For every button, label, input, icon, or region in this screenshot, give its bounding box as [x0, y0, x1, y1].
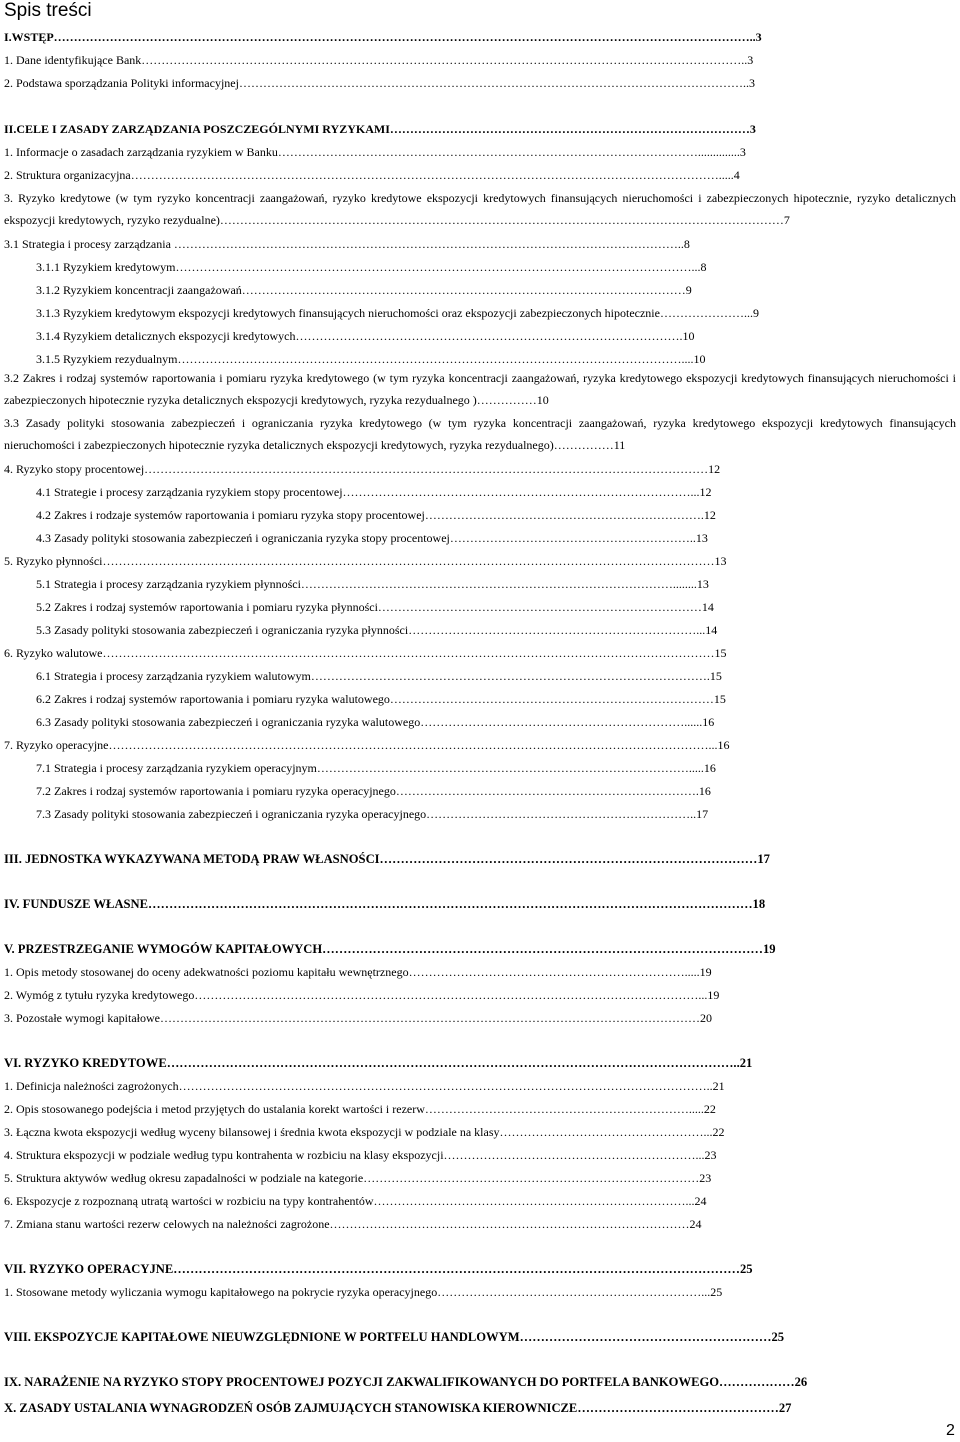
toc-entry[interactable]: 6. Ekspozycje z rozpoznaną utratą wartości w rozbiciu na typy kontrahentów……………………………………………………………………...24: [4, 1194, 707, 1208]
toc-entry[interactable]: 3. Pozostałe wymogi kapitałowe………………………………………………………………………………………………………………………20: [4, 1011, 712, 1025]
page-number: 2: [946, 1422, 955, 1439]
toc-entry[interactable]: 1. Definicja należności zagrożonych……………………………………………………………………………………………………………………..21: [4, 1079, 725, 1093]
toc-entry[interactable]: X. ZASADY USTALANIA WYNAGRODZEŃ OSÓB ZAJMUJĄCYCH STANOWISKA KIEROWNICZE…………………………………………27: [4, 1401, 792, 1415]
toc-entry[interactable]: 7.1 Strategia i procesy zarządzania ryzykiem operacyjnym………………………………………………………………………………….....16: [36, 761, 716, 775]
toc-entry[interactable]: 2. Podstawa sporządzania Polityki informacyjnej………………………………………………………………………………………………………………..3: [4, 76, 755, 90]
toc-entry[interactable]: 3.1 Strategia i procesy zarządzania ………………………………………………………………………………………………………………..8: [4, 237, 690, 251]
toc-entry[interactable]: 1. Stosowane metody wyliczania wymogu kapitałowego na pokrycie ryzyka operacyjnego…………………………………………………………...25: [4, 1285, 723, 1299]
toc-entry[interactable]: VI. RYZYKO KREDYTOWE………………………………………………………………………………………………………………………..21: [4, 1056, 753, 1070]
toc-entry[interactable]: VII. RYZYKO OPERACYJNE………………………………………………………………………………………………………………………25: [4, 1262, 753, 1276]
toc-entry[interactable]: 3.1.1 Ryzykiem kredytowym…………………………………………………………………………………………………………………...8: [36, 260, 707, 274]
toc-entry[interactable]: 2. Struktura organizacyjna………………………………………………………………………………………………………………………………….....4: [4, 168, 740, 182]
toc-entry[interactable]: 5.3 Zasady polityki stosowania zabezpieczeń i ograniczania ryzyka płynności………………………………………………………………...14: [36, 623, 718, 637]
toc-entry[interactable]: 5. Struktura aktywów według okresu zapadalności w podziale na kategorie…………………………………………………………………………23: [4, 1171, 712, 1185]
toc-entry[interactable]: 2. Wymóg z tytułu ryzyka kredytowego………………………………………………………………………………………………………………...19: [4, 988, 720, 1002]
toc-entry[interactable]: 2. Opis stosowanego podejścia i metod przyjętych do ustalania korekt wartości i rezerw………………………………………………………….....22: [4, 1102, 716, 1116]
toc-entry[interactable]: 1. Dane identyfikujące Bank……………………………………………………………………………………………………………………………………..3: [4, 53, 754, 67]
toc-entry[interactable]: II.CELE I ZASADY ZARZĄDZANIA POSZCZEGÓLNYMI RYZYKAMI………………………………………………………………………………3: [4, 122, 756, 136]
toc-entry[interactable]: 3.3 Zasady polityki stosowania zabezpieczeń i ograniczania ryzyka kredytowego (w tym ryzyka koncentracji zaangażowań, ryzyka kredytowego ekspozycji kredytowych finansujących nieruchomości i zabezpieczonych hipotecznie ryzyka detalicznych ekspozycji kredytowych, ryzyka rezydualnego)……………11: [4, 416, 956, 452]
toc-entry[interactable]: 3.1.5 Ryzykiem rezydualnym………………………………………………………………………………………………………………....10: [36, 352, 706, 366]
toc-entry[interactable]: 7. Ryzyko operacyjne……………………………………………………………………………………………………………………………………...16: [4, 738, 730, 752]
toc-entry[interactable]: 3. Łączna kwota ekspozycji według wyceny bilansowej i średnia kwota ekspozycji w podziale na klasy……………………………………………...22: [4, 1125, 725, 1139]
toc-entry[interactable]: 4. Ryzyko stopy procentowej……………………………………………………………………………………………………………………………12: [4, 462, 721, 476]
toc-entry[interactable]: 4.2 Zakres i rodzaje systemów raportowania i pomiaru ryzyka stopy procentowej…………………………………………………………….12: [36, 508, 716, 522]
toc-entry[interactable]: 6.2 Zakres i rodzaj systemów raportowania i pomiaru ryzyka walutowego………………………………………………………………………15: [36, 692, 726, 706]
toc-entry[interactable]: IV. FUNDUSZE WŁASNE………………………………………………………………………………………………………………………………18: [4, 897, 766, 911]
toc-entry[interactable]: 5.1 Strategia i procesy zarządzania ryzykiem płynności…………………………………………………………………………………........13: [36, 577, 709, 591]
toc-entry[interactable]: 3. Ryzyko kredytowe (w tym ryzyko koncentracji zaangażowań, ryzyko kredytowe ekspozycji kredytowych finansujących nieruchomości i zabezpieczonych hipotecznie, ryzyko detalicznych ekspozycji kredytowych, ryzyko rezydualne)……………………………………………………………………………………………………………………………7: [4, 191, 956, 227]
toc-entry[interactable]: 7.2 Zakres i rodzaj systemów raportowania i pomiaru ryzyka operacyjnego………………………………………………………………….16: [36, 784, 711, 798]
toc-entry[interactable]: 4. Struktura ekspozycji w podziale według typu kontrahenta w rozbiciu na klasy ekspozycji………………………………………………………...23: [4, 1148, 717, 1162]
toc-entry[interactable]: 4.3 Zasady polityki stosowania zabezpieczeń i ograniczania ryzyka stopy procentowej……………………………………………………..13: [36, 531, 708, 545]
toc-entry[interactable]: 3.1.4 Ryzykiem detalicznych ekspozycji kredytowych…………………………………………………………………………………….10: [36, 329, 695, 343]
toc-entry[interactable]: V. PRZESTRZEGANIE WYMOGÓW KAPITAŁOWYCH……………………………………………………………………………………………19: [4, 942, 776, 956]
toc-entry[interactable]: 1. Informacje o zasadach zarządzania ryzykiem w Banku……………………………………………………………………………………………..............3: [4, 145, 746, 159]
toc-entry[interactable]: 3.1.3 Ryzykiem kredytowym ekspozycji kredytowych finansujących nieruchomości oraz ekspozycji zabezpieczonych hipotecznie…………………...9: [36, 306, 759, 320]
toc-entry[interactable]: VIII. EKSPOZYCJE KAPITAŁOWE NIEUWZGLĘDNIONE W PORTFELU HANDLOWYM……………………………………………………25: [4, 1330, 785, 1344]
toc-entry[interactable]: 6.1 Strategia i procesy zarządzania ryzykiem walutowym……………………………………………………………………………………….15: [36, 669, 722, 683]
toc-entry[interactable]: 4.1 Strategie i procesy zarządzania ryzykiem stopy procentowej……………………………………………………………………………...12: [36, 485, 712, 499]
toc-entry[interactable]: IX. NARAŻENIE NA RYZYKO STOPY PROCENTOWEJ POZYCJI ZAKWALIFIKOWANYCH DO PORTFELA BANKOWEGO………………26: [4, 1375, 808, 1389]
toc-entry[interactable]: 3.1.2 Ryzykiem koncentracji zaangażowań…………………………………………………………………………………………………9: [36, 283, 692, 297]
toc-entry[interactable]: 5.2 Zakres i rodzaj systemów raportowania i pomiaru ryzyka płynności………………………………………………………………………14: [36, 600, 714, 614]
toc-entry[interactable]: 7. Zmiana stanu wartości rezerw celowych na należności zagrożone………………………………………………………………………………24: [4, 1217, 702, 1231]
toc-entry[interactable]: 1. Opis metody stosowanej do oceny adekwatności poziomu kapitału wewnętrznego…………………………………………………………….....19: [4, 965, 712, 979]
toc-entry[interactable]: I.WSTĘP…………………………………………………………………………………………………………………………………………………………..3: [4, 30, 762, 44]
toc-entry[interactable]: 3.2 Zakres i rodzaj systemów raportowania i pomiaru ryzyka kredytowego (w tym ryzyka koncentracji zaangażowań, ryzyka kredytowego ekspozycji kredytowych finansujących nieruchomości i zabezpieczonych hipotecznie ryzyka detalicznych ekspozycji kredytowych, ryzyka rezydualnego )……………10: [4, 371, 956, 407]
toc-entry[interactable]: III. JEDNOSTKA WYKAZYWANA METODĄ PRAW WŁASNOŚCI………………………………………………………………………………17: [4, 852, 770, 866]
toc-entry[interactable]: 6.3 Zasady polityki stosowania zabezpieczeń i ograniczania ryzyka walutowego…………………………………………………………......16: [36, 715, 715, 729]
page-title: Spis treści: [4, 0, 92, 21]
toc-entry[interactable]: 7.3 Zasady polityki stosowania zabezpieczeń i ograniczania ryzyka operacyjnego…………………………………………………………..17: [36, 807, 709, 821]
toc-entry[interactable]: 5. Ryzyko płynności………………………………………………………………………………………………………………………………………13: [4, 554, 727, 568]
toc-entry[interactable]: 6. Ryzyko walutowe………………………………………………………………………………………………………………………………………15: [4, 646, 727, 660]
